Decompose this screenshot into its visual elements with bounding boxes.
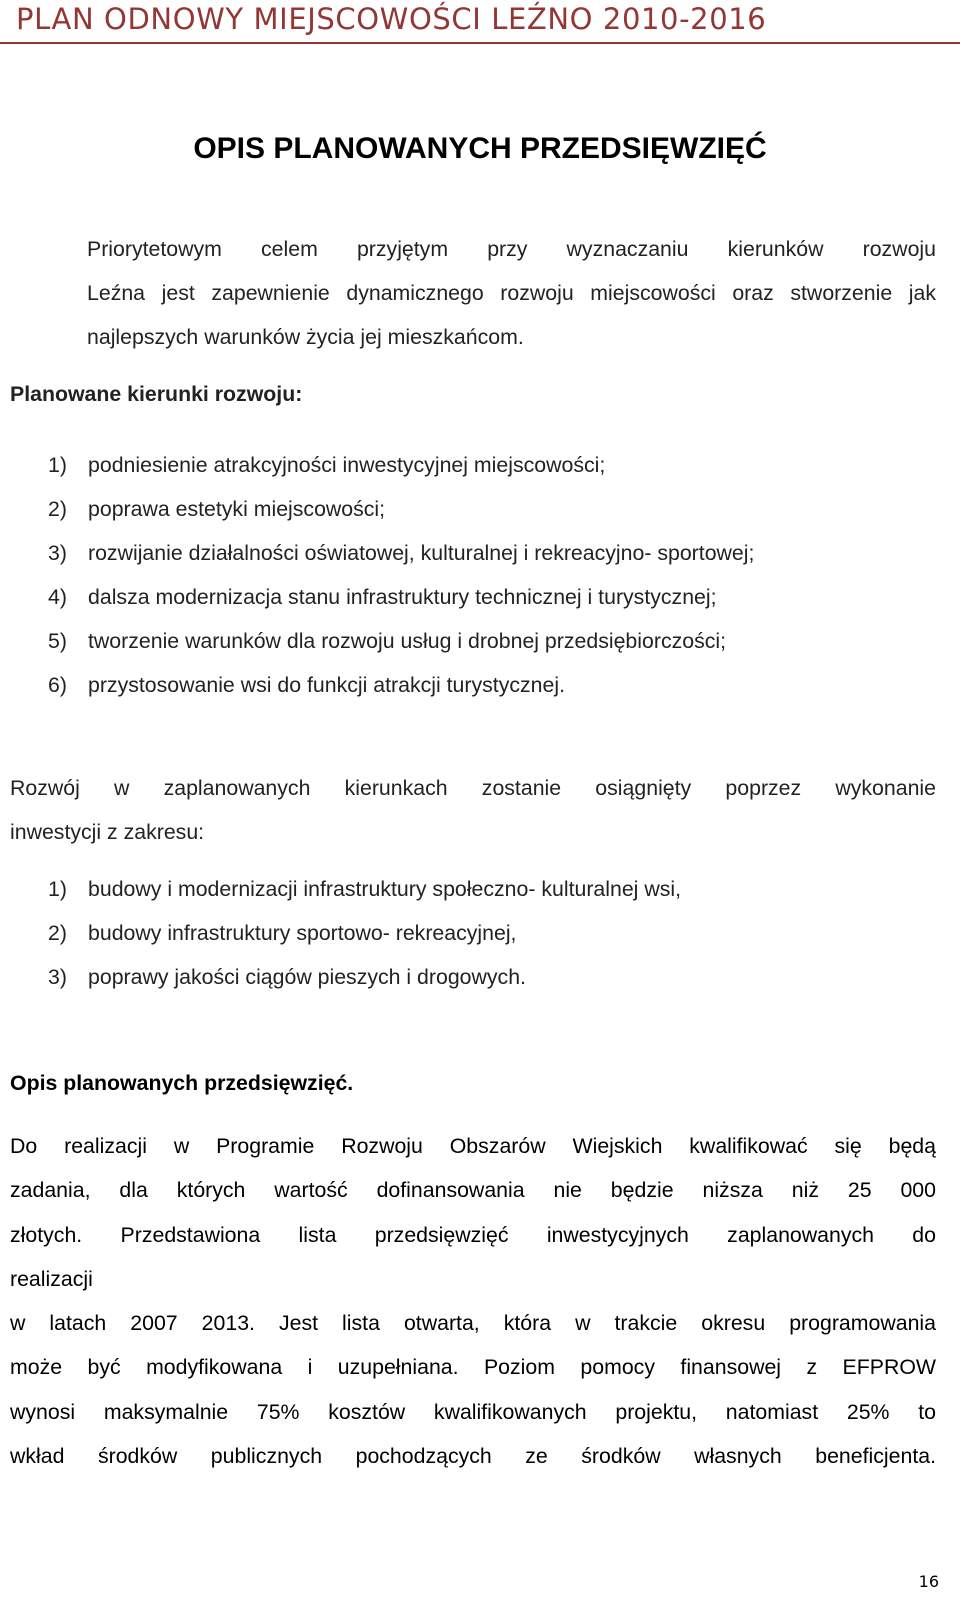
paragraph-line: zadania, dla których wartość dofinansowania nie będzie niższa niż 25 000 — [10, 1178, 936, 1203]
list-item-number: 3) — [48, 965, 67, 989]
page-number: 16 — [918, 1572, 939, 1591]
list-item-text: budowy i modernizacji infrastruktury społeczno- kulturalnej wsi, — [88, 877, 682, 901]
paragraph-line: Priorytetowym celem przyjętym przy wyznaczaniu kierunków rozwoju — [87, 237, 936, 261]
paragraph-line: złotych. Przedstawiona lista przedsięwzięć inwestycyjnych zaplanowanych do — [10, 1222, 936, 1247]
list-item-text: poprawa estetyki miejscowości; — [88, 497, 386, 521]
list-item-text: przystosowanie wsi do funkcji atrakcji turystycznej. — [88, 673, 565, 697]
list-item — [10, 619, 940, 663]
list-item — [10, 487, 940, 531]
list-item-number: 3) — [48, 541, 67, 565]
list-item-text: poprawy jakości ciągów pieszych i drogowych. — [88, 965, 526, 989]
list-item-number: 6) — [48, 673, 67, 697]
list-item — [10, 911, 940, 955]
development-directions-list — [10, 443, 940, 707]
paragraph-line: Do realizacji w Programie Rozwoju Obszarów Wiejskich kwalifikować się będą — [10, 1134, 936, 1158]
paragraph-line: Rozwój w zaplanowanych kierunkach zostanie osiągnięty poprzez wykonanie — [10, 776, 936, 800]
paragraph-line: wkład środków publicznych pochodzących ze środków własnych beneficjenta. — [10, 1444, 936, 1469]
paragraph-line: najlepszych warunków życia jej mieszkańcom. — [87, 325, 524, 349]
list-item-number: 2) — [48, 921, 67, 945]
page-header — [0, 0, 960, 44]
list-item-text: rozwijanie działalności oświatowej, kulturalnej i rekreacyjno- sportowej; — [88, 541, 755, 565]
projects-description-paragraph — [10, 1124, 936, 1478]
list-item-number: 5) — [48, 629, 67, 653]
planned-projects-heading: Opis planowanych przedsięwzięć. — [10, 1071, 354, 1095]
list-item-number: 1) — [48, 453, 67, 477]
document-title: OPIS PLANOWANYCH PRZEDSIĘWZIĘĆ — [193, 132, 767, 165]
list-item — [10, 867, 940, 911]
paragraph-line: inwestycji z zakresu: — [10, 820, 205, 844]
list-item-number: 4) — [48, 585, 67, 609]
list-item — [10, 575, 940, 619]
investment-scope-list — [10, 867, 940, 999]
development-directions-heading: Planowane kierunki rozwoju: — [10, 382, 303, 406]
paragraph-line: wynosi maksymalnie 75% kosztów kwalifikowanych projektu, natomiast 25% to — [10, 1399, 936, 1424]
list-item-text: dalsza modernizacja stanu infrastruktury technicznej i turystycznej; — [88, 585, 717, 609]
paragraph-line: może być modyfikowana i uzupełniana. Poziom pomocy finansowej z EFPROW — [10, 1355, 936, 1380]
header-divider — [0, 42, 960, 44]
paragraph-line: realizacji — [10, 1266, 93, 1291]
list-item-text: podniesienie atrakcyjności inwestycyjnej miejscowości; — [88, 453, 606, 477]
list-item-text: budowy infrastruktury sportowo- rekreacyjnej, — [88, 921, 517, 945]
paragraph-line: Leźna jest zapewnienie dynamicznego rozwoju miejscowości oraz stworzenie jak — [87, 281, 936, 305]
list-item-number: 2) — [48, 497, 67, 521]
paragraph-line: w latach 2007 2013. Jest lista otwarta, która w trakcie okresu programowania — [10, 1311, 936, 1336]
list-item-text: tworzenie warunków dla rozwoju usług i drobnej przedsiębiorczości; — [88, 629, 727, 653]
intro-paragraph — [10, 227, 936, 359]
list-item — [10, 663, 940, 707]
header-title: PLAN ODNOWY MIEJSCOWOŚCI LEŹNO 2010-2016 — [16, 2, 767, 36]
investment-intro-paragraph — [10, 766, 936, 854]
list-item-number: 1) — [48, 877, 67, 901]
list-item — [10, 955, 940, 999]
list-item — [10, 531, 940, 575]
list-item — [10, 443, 940, 487]
